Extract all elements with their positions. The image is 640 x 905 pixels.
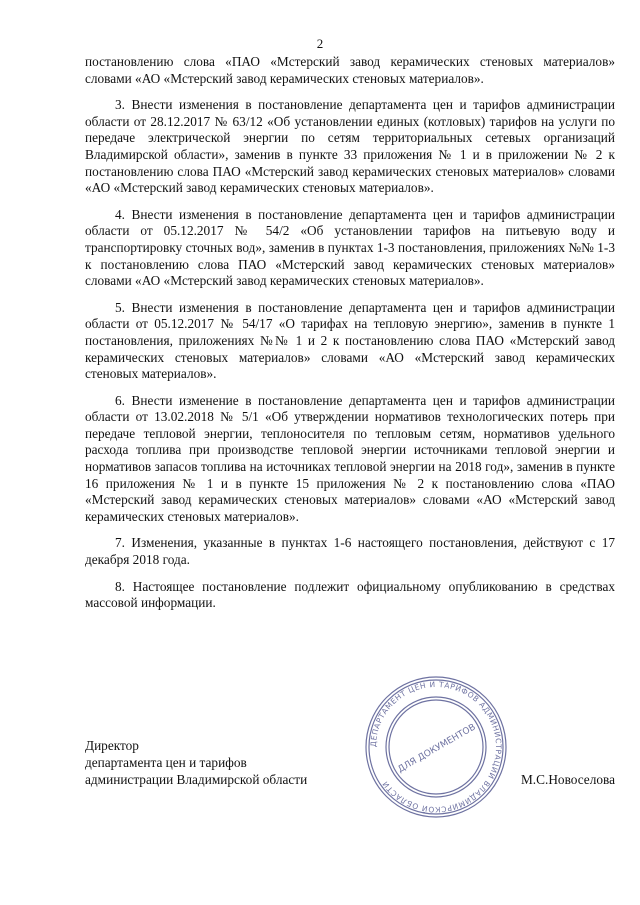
paragraph-6: 6. Внести изменение в постановление департамента цен и тарифов администрации области от 13.02.2018 № 5/1 «Об утверждении нормативов технологических потерь при передаче тепловой энергии, теплоносителя по тепловым сетям, нормативов удельного расхода топлива при производстве тепловой энергии источниками тепловой энергии и нормативов запасов топлива на источниках тепловой энергии на 2018 год», заменив в пункте 16 приложения № 1 и в пункте 15 приложения № 2 к постановлению слова «ПАО «Мстерский завод керамических стеновых материалов» словами «АО «Мстерский завод керамических стеновых материалов». <box>85 392 615 524</box>
signatory-title-line-1: Директор <box>85 738 139 753</box>
paragraph-7: 7. Изменения, указанные в пунктах 1-6 настоящего постановления, действуют с 17 декабря 2018 года. <box>85 535 615 568</box>
stamp-inner-text: ДЛЯ ДОКУМЕНТОВ <box>396 722 478 776</box>
signatory-title-line-3: администрации Владимирской области <box>85 772 308 787</box>
paragraph-continuation: постановлению слова «ПАО «Мстерский завод керамических стеновых материалов» словами «АО «Мстерский завод керамических стеновых материалов». <box>85 54 615 86</box>
stamp-ring-text: ДЕПАРТАМЕНТ ЦЕН И ТАРИФОВ АДМИНИСТРАЦИИ ВЛАДИМИРСКОЙ ОБЛАСТИ <box>368 679 504 815</box>
paragraph-4: 4. Внести изменения в постановление департамента цен и тарифов администрации области от 05.12.2017 № 54/2 «Об установлении тарифов на питьевую воду и транспортировку сточных вод», заменив в пунктах 1-3 постановления, приложениях №№ 1-3 к постановлению слова ПАО «Мстерский завод керамических стеновых материалов» словами «АО «Мстерский завод керамических стеновых материалов». <box>85 206 615 289</box>
signature-block <box>85 737 615 788</box>
signatory-name: М.С.Новоселова <box>520 772 615 787</box>
paragraph-8: 8. Настоящее постановление подлежит официальному опубликованию в средствах массовой информации. <box>85 578 615 611</box>
signatory-title-line-2: департамента цен и тарифов <box>85 755 247 770</box>
document-body <box>85 54 615 612</box>
paragraph-5: 5. Внести изменения в постановление департамента цен и тарифов администрации области от 05.12.2017 № 54/17 «О тарифах на тепловую энергию», заменив в пункте 1 постановления, приложениях №№ 1 и 2 к постановлению слова ПАО «Мстерский завод керамических стеновых материалов» словами «АО «Мстерский завод керамических стеновых материалов». <box>85 299 615 382</box>
page-number: 2 <box>316 36 324 51</box>
paragraph-3: 3. Внести изменения в постановление департамента цен и тарифов администрации области от 28.12.2017 № 63/12 «Об установлении единых (котловых) тарифов на услуги по передаче электрической энергии по сетям территориальных сетевых организаций Владимирской области», заменив в пункте 33 приложения № 1 и в приложении № 2 к постановлению слова ПАО «Мстерский завод керамических стеновых материалов» словами «АО «Мстерский завод керамических стеновых материалов». <box>85 97 615 196</box>
